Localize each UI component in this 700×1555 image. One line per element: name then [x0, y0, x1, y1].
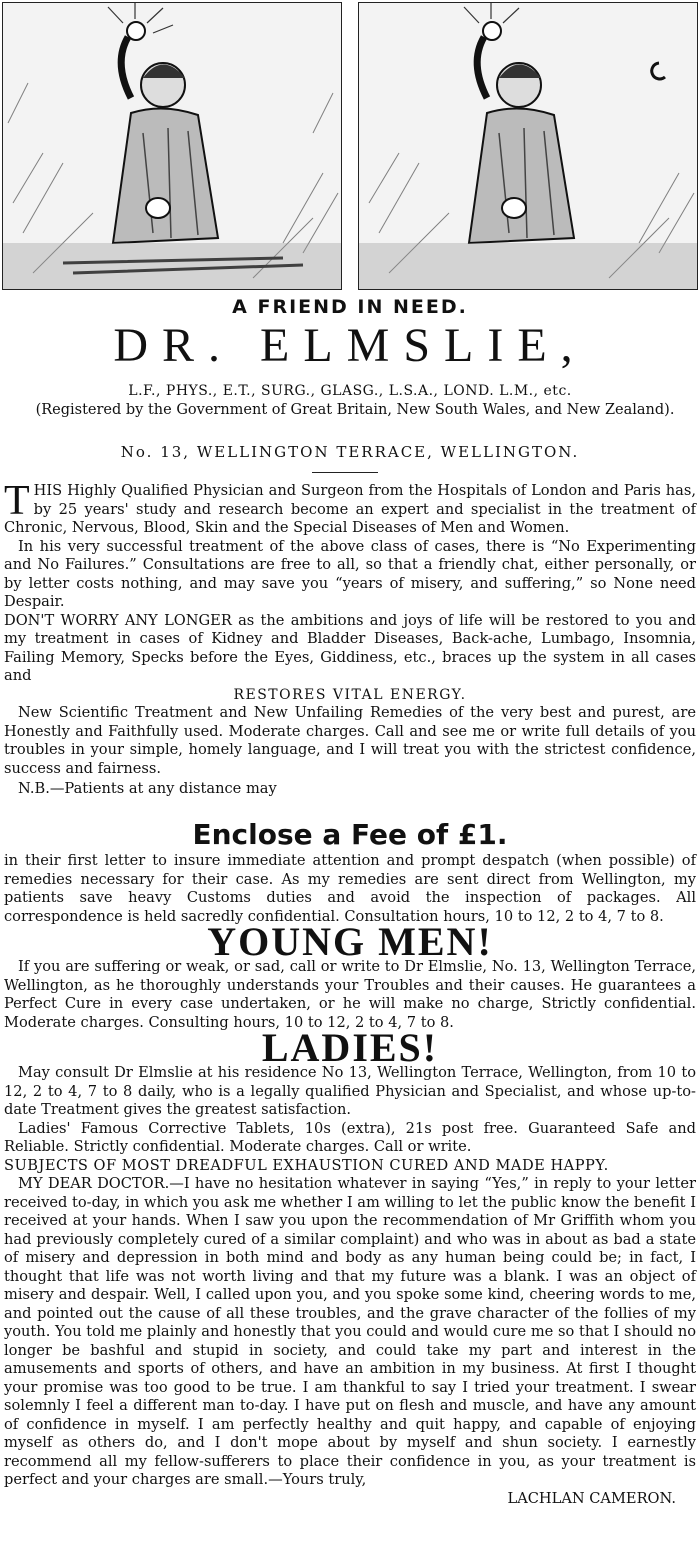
ladies-section [4, 1064, 696, 1508]
young-men-heading: YOUNG MEN! [207, 919, 493, 964]
drop-cap: T [4, 478, 30, 524]
headline: A FRIEND IN NEED. [232, 296, 468, 318]
fee-paragraph: in their first letter to insure immediate attention and prompt despatch (when possible) of remedies necessary for their case. As my remedies are sent direct from Wellington, my patients save heavy Customs duties and avoid the inspection of packages. All correspondence is held sacredly confidential. Consultation hours, 10 to 12, 2 to 4, 7 to 8. [4, 852, 696, 925]
fee-heading: Enclose a Fee of £1. [192, 818, 508, 851]
worry-paragraph: DON'T WORRY ANY LONGER as the ambitions and joys of life will be restored to you and my treatment in cases of Kidney and Bladder Diseases, Back-ache, Lumbago, Insomnia, Failing Memory, Specks before the Eyes, Giddiness, etc., braces up the system in all cases and [4, 611, 696, 684]
intro-paragraph [4, 478, 696, 538]
illustration-left [2, 2, 342, 290]
success-paragraph: In his very successful treatment of the above class of cases, there is “No Experimenting and No Failures.” Consultations are free to all, so that a friendly chat, either personally, or by letter costs nothing, and may save you “years of misery, and suffering,” so None need Despair. [4, 537, 696, 610]
tablets-paragraph: Ladies' Famous Corrective Tablets, 10s (extra), 21s post free. Guaranteed Safe and Reliable. Strictly confidential. Moderate charges. Call or write. [4, 1119, 696, 1155]
restores-subheading: RESTORES VITAL ENERGY. [233, 686, 467, 703]
illustration-right [358, 2, 698, 290]
subjects-heading: SUBJECTS OF MOST DREADFUL EXHAUSTION CURED AND MADE HAPPY. [4, 1156, 609, 1174]
testimonial-letter: MY DEAR DOCTOR.—I have no hesitation whatever in saying “Yes,” in reply to your letter received to-day, in which you ask me whether I am willing to let the public know the benefit I received at your hands. When I saw you upon the recommendation of Mr Griffith whom you had previously completely cured of a similar complaint) and who was in about as bad a state of misery and depression in both mind and body as any human being could be; in fact, I thought that life was not worth living and that my future was a blank. I was an object of misery and despair. Well, I called upon you, and you spoke some kind, cheering words to me, and pointed out the cause of all these troubles, and the grave character of the follies of my youth. You told me plainly and honestly that you could and would cure me so that I should no longer be bashful and stupid in society, and could take my part and interest in the amusements and sports of others, and have an ambition in my business. At first I thought your promise was too good to be true. I am thankful to say I tried your treatment. I swear solemnly I feel a different man to-day. I have put on flesh and muscle, and have any amount of confidence in myself. I am perfectly healthy and quit happy, and capable of enjoying myself as others do, and I don't mope about by myself and shun society. I earnestly recommend all my fellow-sufferers to place their confidence in you, as your treatment is perfect and your charges are small.—Yours truly, [4, 1175, 696, 1488]
scientific-paragraph: New Scientific Treatment and New Unfailing Remedies of the very best and purest, are Honestly and Faithfully used. Moderate charges. Call and see me or write full details of you troubles in your simple, homely language, and I will treat you with the strictest confidence, success and fairness. [4, 704, 696, 777]
fee-section [4, 852, 696, 926]
ladies-heading: LADIES! [261, 1025, 439, 1070]
registration-note: (Registered by the Government of Great Britain, New South Wales, and New Zealand). [35, 402, 675, 418]
young-men-section [4, 958, 696, 1032]
credentials: L.F., PHYS., E.T., SURG., GLASG., L.S.A., LOND. L.M., etc. [128, 383, 572, 399]
ladies-paragraph: May consult Dr Elmslie at his residence No 13, Wellington Terrace, Wellington, from 10 to 12, 2 to 4, 7 to 8 daily, who is a legally qualified Physician and Specialist, and whose up-to-date Treatment gives the greatest satisfaction. [4, 1064, 696, 1118]
intro-section [4, 478, 696, 799]
doctor-name: DR. ELMSLIE, [113, 319, 587, 372]
signature: LACHLAN CAMERON. [507, 1489, 676, 1507]
divider-rule [312, 472, 378, 473]
young-men-paragraph: If you are suffering or weak, or sad, call or write to Dr Elmslie, No. 13, Wellington Terrace, Wellington, as he thoroughly understands your Troubles and their causes. He guarantees a Perfect Cure in every case undertaken, or he will make no charge, Strictly confidential. Moderate charges. Consulting hours, 10 to 12, 2 to 4, 7 to 8. [4, 958, 696, 1031]
intro-text: HIS Highly Qualified Physician and Surgeon from the Hospitals of London and Paris has, by 25 years' study and research become an expert and specialist in the treatment of Chronic, Nervous, Blood, Skin and the Special Diseases of Men and Women. [4, 482, 696, 536]
nb-line: N.B.—Patients at any distance may [18, 780, 277, 797]
address: No. 13, WELLINGTON TERRACE, WELLINGTON. [120, 443, 580, 461]
